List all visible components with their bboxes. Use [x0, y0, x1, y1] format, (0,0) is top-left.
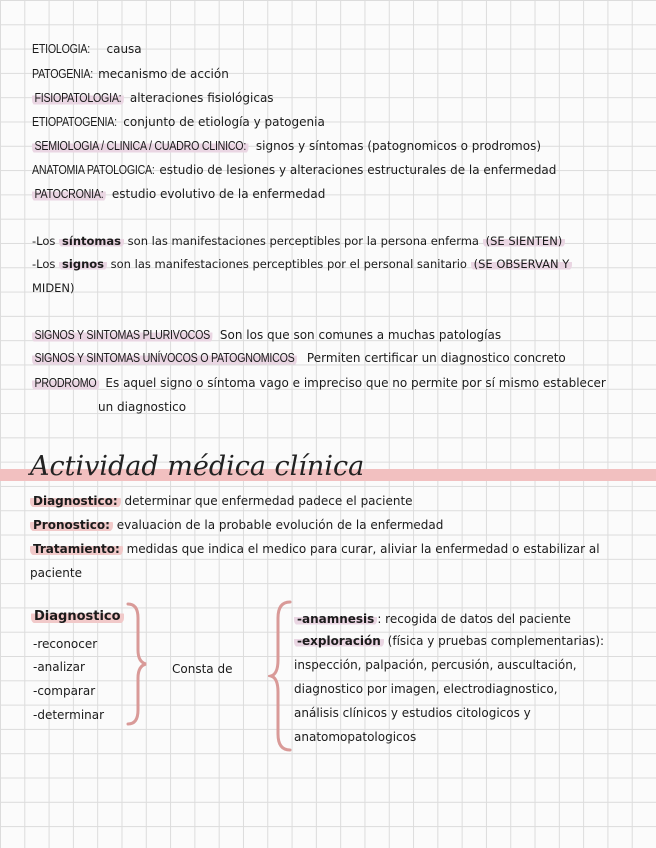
signos-line-2 — [32, 280, 75, 296]
diagnostico-step: -comparar — [33, 684, 96, 698]
def-text: conjunto de etiología y patogenia — [119, 115, 325, 129]
anamnesis-term: -anamnesis — [294, 612, 377, 626]
activity-text: determinar que enfermedad padece el paciente — [120, 494, 413, 508]
diagnostico-title — [31, 609, 124, 625]
activity-term: Diagnostico: — [30, 494, 121, 508]
anamnesis-text: : recogida de datos del paciente — [377, 612, 571, 626]
sintomas-word: síntomas — [59, 234, 124, 248]
def-text: causa — [102, 42, 142, 56]
def-semiologia — [32, 138, 541, 154]
type-term: SIGNOS Y SINTOMAS PLURIVOCOS — [32, 327, 212, 343]
activity-tratamiento-2 — [30, 565, 82, 581]
signos-tag: (SE OBSERVAN Y — [471, 257, 573, 271]
term-label: PATOCRONIA: — [32, 186, 106, 202]
type-text: Es aquel signo o síntoma vago e impreciso que no permite por sí mismo establecer — [101, 376, 606, 390]
exploracion-term: -exploración — [294, 634, 384, 648]
activity-term: Pronostico: — [30, 518, 113, 532]
exploracion-line: diagnostico por imagen, electrodiagnostico, — [294, 682, 558, 696]
def-text: estudio evolutivo de la enfermedad — [108, 187, 326, 201]
def-patogenia — [32, 66, 229, 82]
signos-line — [32, 256, 572, 272]
def-text: estudio de lesiones y alteraciones estructurales de la enfermedad — [155, 163, 557, 177]
sintomas-tag: (SE SIENTEN) — [483, 234, 566, 248]
exploracion-line: análisis clínicos y estudios citologicos y — [294, 706, 531, 720]
exploracion-line: inspección, palpación, percusión, auscultación, — [294, 658, 577, 672]
right-brace-icon — [124, 600, 148, 728]
part-exploracion — [294, 633, 604, 649]
activity-text-2: paciente — [30, 566, 82, 580]
term-label: FISIOPATOLOGIA: — [32, 90, 124, 106]
type-text-2: un diagnostico — [98, 400, 187, 414]
activity-text: evaluacion de la probable evolución de la enfermedad — [112, 518, 444, 532]
activity-pronostico — [30, 517, 443, 533]
left-brace-icon — [268, 598, 294, 754]
sintomas-prefix: -Los — [32, 234, 60, 248]
type-univocos — [32, 350, 566, 366]
diagnostico-step: -reconocer — [33, 637, 98, 651]
def-etiopatogenia — [32, 114, 325, 130]
type-term: SIGNOS Y SINTOMAS UNÍVOCOS O PATOGNOMICOS — [32, 350, 297, 366]
def-text: signos y síntomas (patognomicos o prodromos) — [252, 139, 542, 153]
diagnostico-step: -determinar — [33, 708, 105, 722]
exploracion-text: (física y pruebas complementarias): — [383, 634, 605, 648]
type-term: PRODROMO — [32, 375, 99, 391]
def-etiologia — [32, 41, 142, 57]
type-plurivocos — [32, 327, 501, 343]
activity-tratamiento — [30, 541, 600, 557]
part-anamnesis — [294, 611, 571, 627]
activity-text: medidas que indica el medico para curar, aliviar la enfermedad o estabilizar al — [122, 542, 600, 556]
term-label: PATOGENIA: — [32, 66, 93, 81]
def-anatomia-patologica — [32, 162, 556, 178]
activity-term: Tratamiento: — [30, 542, 123, 556]
def-patocronia — [32, 186, 325, 202]
signos-prefix: -Los — [32, 257, 60, 271]
type-text: Son los que son comunes a muchas patologías — [216, 328, 502, 342]
signos-text: son las manifestaciones perceptibles por el personal sanitario — [107, 257, 471, 271]
sintomas-line — [32, 233, 565, 249]
activity-diagnostico — [30, 493, 413, 509]
exploracion-line: anatomopatologicos — [294, 730, 417, 744]
def-text: mecanismo de acción — [94, 67, 229, 81]
def-text: alteraciones fisiológicas — [126, 91, 274, 105]
diagnostico-title-text: Diagnostico — [31, 609, 124, 624]
signos-word: signos — [59, 257, 107, 271]
term-label: ANATOMIA PATOLOGICA: — [32, 162, 155, 177]
term-label: SEMIOLOGIA / CLINICA / CUADRO CLINICO: — [32, 138, 249, 154]
term-label: ETIOPATOGENIA: — [32, 114, 117, 129]
diagnostico-step: -analizar — [33, 660, 85, 674]
term-label: ETIOLOGIA: — [32, 41, 90, 56]
def-fisiopatologia — [32, 90, 274, 106]
type-prodromo-2 — [98, 399, 186, 415]
sintomas-text: son las manifestaciones perceptibles por la persona enferma — [124, 234, 483, 248]
type-prodromo — [32, 375, 606, 391]
section-title: Actividad médica clínica — [30, 451, 365, 482]
consta-de: Consta de — [172, 662, 233, 676]
signos-tag-2: MIDEN) — [32, 281, 75, 295]
type-text: Permiten certificar un diagnostico concreto — [303, 351, 566, 365]
